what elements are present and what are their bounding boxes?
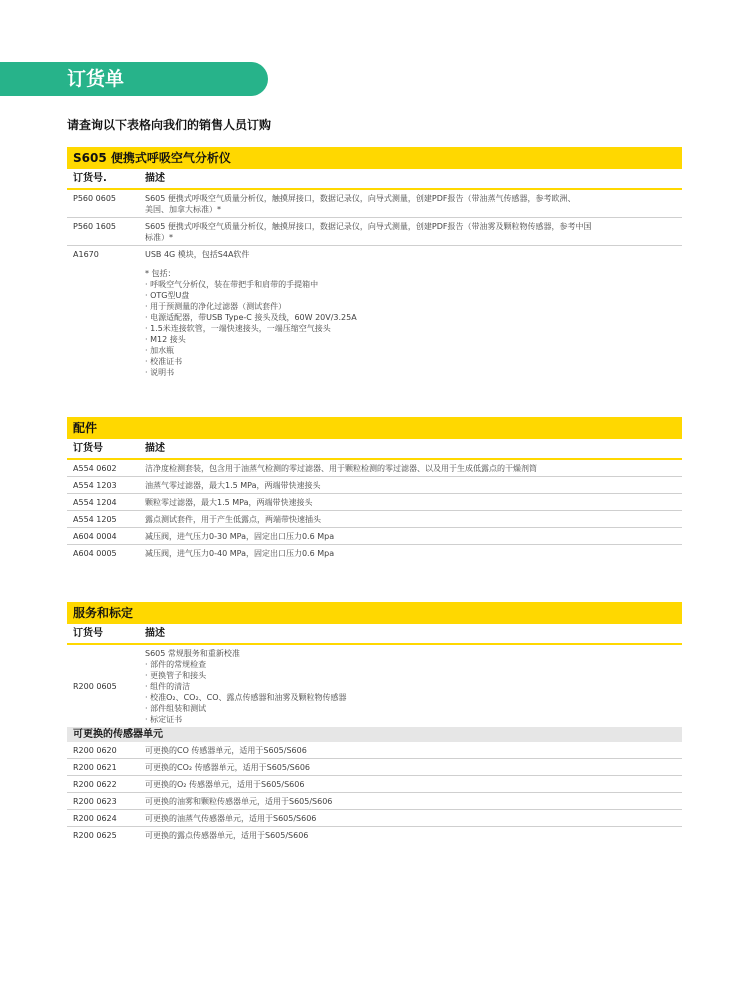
table-row <box>67 810 682 827</box>
order-code: R200 0623 <box>73 797 117 806</box>
order-code: R200 0621 <box>73 763 117 772</box>
description-line: · 组件的清洁 <box>145 682 191 691</box>
description: 可更换的CO₂ 传感器单元，适用于S605/S606 <box>145 763 311 772</box>
description-line: · 标定证书 <box>145 715 183 724</box>
description-line: 标准）* <box>145 233 173 242</box>
table-row <box>67 545 682 561</box>
order-code: A554 1204 <box>73 498 117 507</box>
description <box>145 221 682 243</box>
include-item: · 校准证书 <box>145 357 183 366</box>
page-subtitle: 请查询以下表格向我们的销售人员订购 <box>67 118 272 132</box>
section-title: 服务和标定 <box>67 602 682 624</box>
description-line: 美国、加拿大标准）* <box>145 205 221 214</box>
description: 可更换的CO 传感器单元，适用于S605/S606 <box>145 746 307 755</box>
table-row <box>67 759 682 776</box>
table-row <box>67 218 682 246</box>
section-service <box>67 602 682 843</box>
section-s605 <box>67 147 682 380</box>
table-header <box>67 169 682 190</box>
section-title: S605 便携式呼吸空气分析仪 <box>67 147 682 169</box>
order-code: R200 0605 <box>73 682 117 691</box>
table-header <box>67 624 682 645</box>
order-code: R200 0622 <box>73 780 117 789</box>
description: 减压阀，进气压力0-40 MPa，固定出口压力0.6 Mpa <box>145 549 335 558</box>
table-row <box>67 246 682 380</box>
order-code: R200 0624 <box>73 814 117 823</box>
include-item: · 说明书 <box>145 368 175 377</box>
description-line: S605 便携式呼吸空气质量分析仪，触摸屏接口，数据记录仪，向导式测量，创建PDF报告（带油蒸气传感器，参考欧洲、 <box>145 194 576 203</box>
include-item: · 电源适配器，带USB Type-C 接头及线，60W 20V/3.25A <box>145 313 357 322</box>
include-item: · M12 接头 <box>145 335 186 344</box>
order-code: A554 1205 <box>73 515 117 524</box>
col-description: 描述 <box>145 443 165 454</box>
col-order-number: 订货号 <box>73 628 103 639</box>
include-item: · 用于预测量的净化过滤器（测试套件） <box>145 302 287 311</box>
section-accessories <box>67 417 682 561</box>
col-description: 描述 <box>145 173 165 184</box>
order-code: A604 0005 <box>73 549 117 558</box>
page-title: 订货单 <box>67 68 125 90</box>
description: 可更换的O₂ 传感器单元，适用于S605/S606 <box>145 780 305 789</box>
section-title: 配件 <box>67 417 682 439</box>
description: 颗粒零过滤器，最大1.5 MPa，两端带快速接头 <box>145 498 313 507</box>
table-row <box>67 460 682 477</box>
includes-title: * 包括： <box>145 269 176 278</box>
order-code: A554 0602 <box>73 464 117 473</box>
description: 可更换的油雾和颗粒传感器单元，适用于S605/S606 <box>145 797 333 806</box>
description-line: S605 常规服务和重新校准 <box>145 649 240 658</box>
table-row <box>67 190 682 218</box>
order-code: R200 0625 <box>73 831 117 840</box>
order-code: A1670 <box>73 250 99 259</box>
description <box>145 249 682 378</box>
order-code: A604 0004 <box>73 532 117 541</box>
include-item: · 1.5米连接软管，一端快速接头，一端压缩空气接头 <box>145 324 331 333</box>
table-row <box>67 645 682 727</box>
table-row <box>67 776 682 793</box>
order-code: A554 1203 <box>73 481 117 490</box>
include-item: · 加水瓶 <box>145 346 175 355</box>
col-order-number: 订货号. <box>73 173 107 184</box>
description: 露点测试套件，用于产生低露点，两端带快速插头 <box>145 515 321 524</box>
col-description: 描述 <box>145 628 165 639</box>
table-row <box>67 742 682 759</box>
col-order-number: 订货号 <box>73 443 103 454</box>
table-row <box>67 528 682 545</box>
table-header <box>67 439 682 460</box>
description: 可更换的油蒸气传感器单元，适用于S605/S606 <box>145 814 317 823</box>
order-code: P560 0605 <box>73 194 116 203</box>
description-line: · 部件的常规检查 <box>145 660 207 669</box>
include-item: · OTG型U盘 <box>145 291 190 300</box>
include-item: · 呼吸空气分析仪，装在带把手和肩带的手提箱中 <box>145 280 319 289</box>
table-row <box>67 477 682 494</box>
table-row <box>67 511 682 528</box>
description: 油蒸气零过滤器，最大1.5 MPa，两端带快速接头 <box>145 481 321 490</box>
description <box>145 648 682 725</box>
description: 可更换的露点传感器单元，适用于S605/S606 <box>145 831 309 840</box>
description: 减压阀，进气压力0-30 MPa，固定出口压力0.6 Mpa <box>145 532 335 541</box>
order-code: P560 1605 <box>73 222 116 231</box>
description-line: · 更换管子和接头 <box>145 671 207 680</box>
header-tab <box>0 62 268 96</box>
order-code: R200 0620 <box>73 746 117 755</box>
table-row <box>67 793 682 810</box>
description-line: USB 4G 模块，包括S4A软件 <box>145 250 250 259</box>
description-line: · 校准O₂、CO₂、CO、露点传感器和油雾及颗粒物传感器 <box>145 693 347 702</box>
description: 洁净度检测套装，包含用于油蒸气检测的零过滤器、用于颗粒检测的零过滤器、以及用于生成低露点的干燥剂筒 <box>145 464 537 473</box>
description-line: S605 便携式呼吸空气质量分析仪，触摸屏接口，数据记录仪，向导式测量，创建PDF报告（带油雾及颗粒物传感器，参考中国 <box>145 222 592 231</box>
table-row <box>67 494 682 511</box>
description-line: · 部件组装和测试 <box>145 704 207 713</box>
subsection-title: 可更换的传感器单元 <box>67 727 682 742</box>
table-row <box>67 827 682 843</box>
description <box>145 193 682 215</box>
